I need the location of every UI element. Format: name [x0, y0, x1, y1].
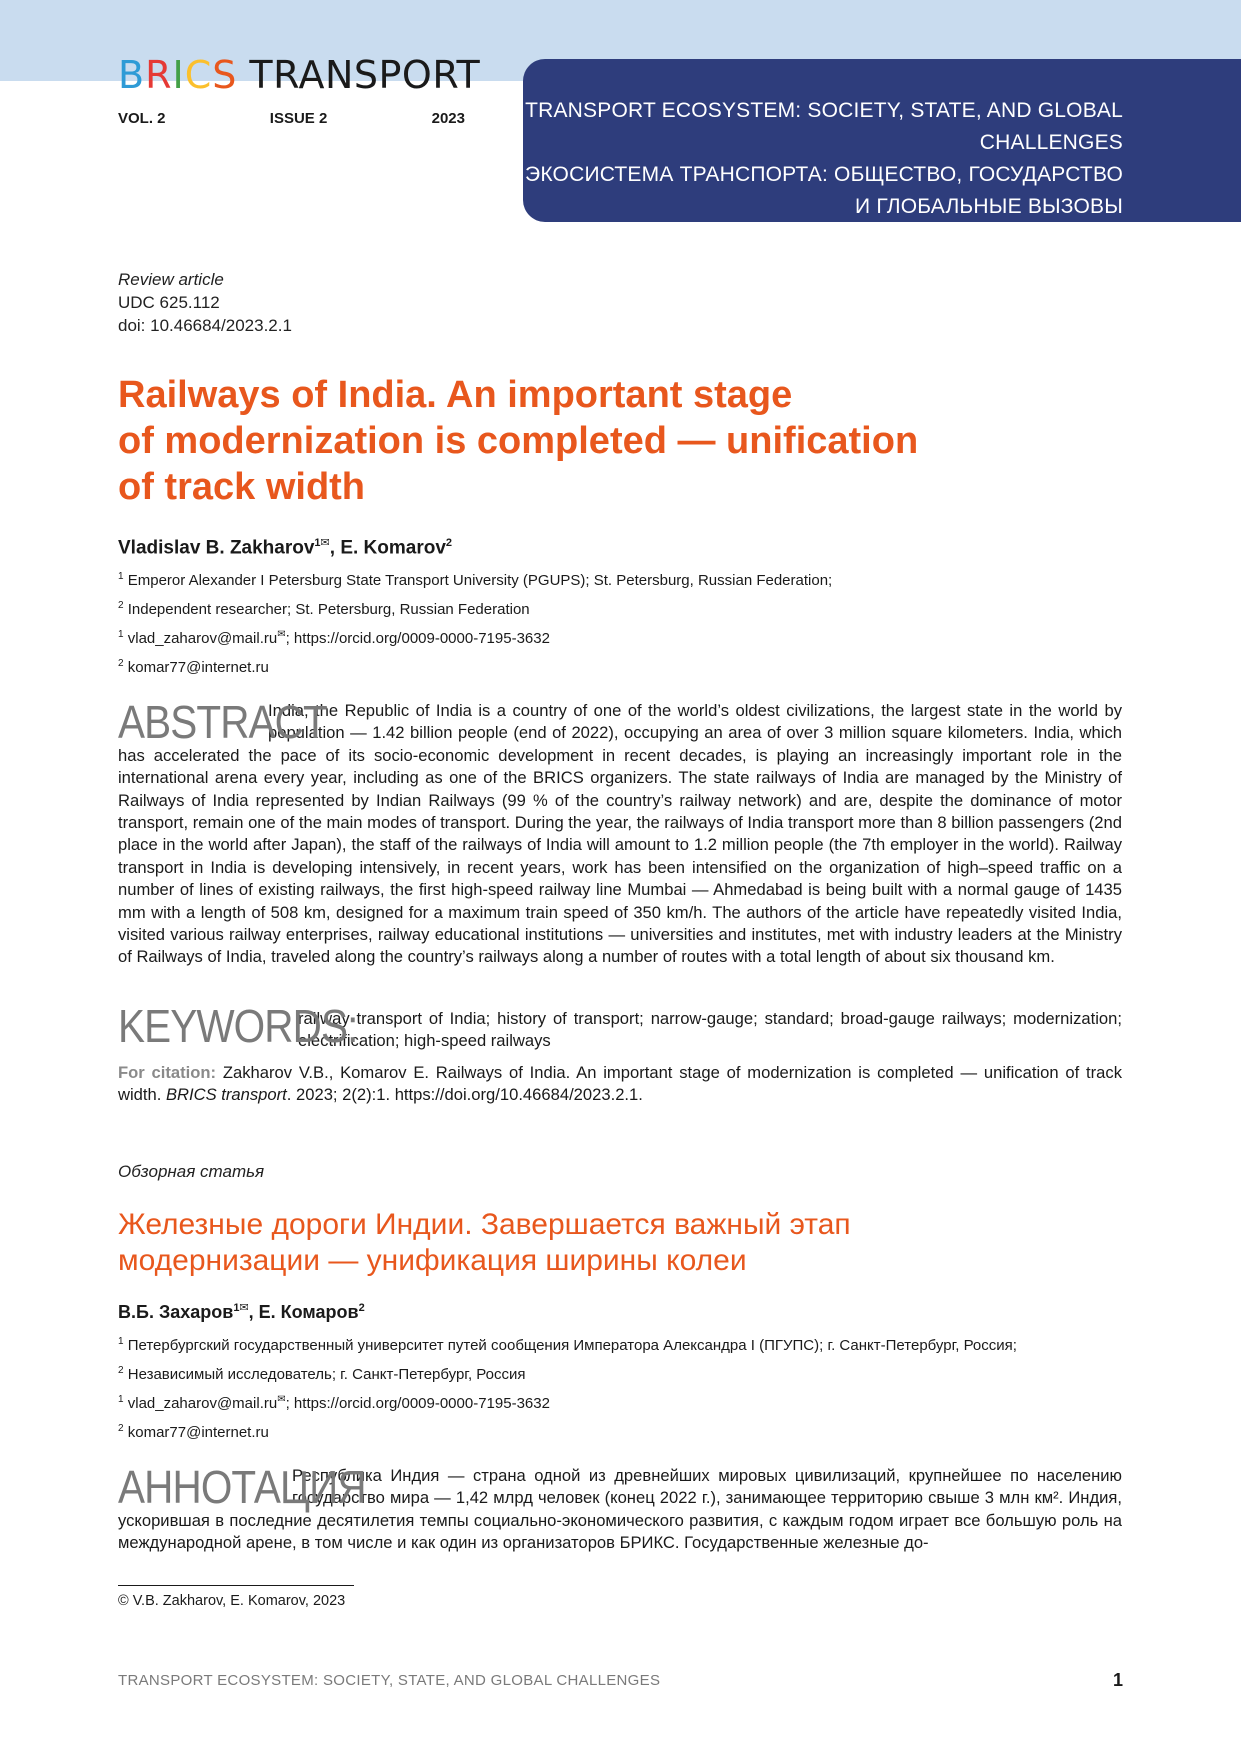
- mail-icon: ✉: [277, 1394, 286, 1405]
- affiliation: [118, 593, 1122, 622]
- title-ru-line: Железные дороги Индии. Завершается важный этап: [118, 1208, 851, 1241]
- affiliation: [118, 1387, 1122, 1416]
- abstract-label: ABSTRACT: [118, 696, 327, 748]
- aff-text: Петербургский государственный университет путей сообщения Императора Александра I (ПГУПС); г. Санкт-Петербург, Россия;: [127, 1337, 1017, 1354]
- section-header-text: [523, 95, 1123, 223]
- aff-sup: 2: [118, 1423, 124, 1434]
- aff-sup: 2: [118, 1365, 124, 1376]
- citation: [118, 1062, 1122, 1107]
- page-number: 1: [1112, 1670, 1123, 1690]
- affiliations: [118, 564, 1122, 680]
- author-name: Vladislav B. Zakharov: [118, 537, 315, 559]
- volume: VOL. 2: [118, 110, 166, 127]
- orcid-link[interactable]: ; https://orcid.org/0009-0000-7195-3632: [285, 630, 550, 647]
- aff-sup: 1: [118, 629, 124, 640]
- affiliation: [118, 1416, 1122, 1445]
- email-link[interactable]: komar77@internet.ru: [127, 659, 269, 676]
- aff-text: Emperor Alexander I Petersburg State Transport University (PGUPS); St. Petersburg, Russian Federation;: [127, 572, 833, 589]
- author-sup: 1: [314, 537, 321, 549]
- mail-icon: ✉: [277, 629, 286, 640]
- issue-number: ISSUE 2: [269, 110, 328, 127]
- issue-year: 2023: [431, 110, 465, 127]
- aff-text: Независимый исследователь; г. Санкт-Петербург, Россия: [127, 1366, 526, 1383]
- author-sup: 2: [358, 1302, 365, 1314]
- abstract: [118, 696, 1122, 969]
- affiliation: [118, 564, 1122, 593]
- authors: [118, 536, 1122, 559]
- article-title: [118, 372, 1122, 510]
- copyright: © V.B. Zakharov, E. Komarov, 2023: [118, 1593, 346, 1609]
- affiliation: [118, 622, 1122, 651]
- article-title-ru: [118, 1207, 1122, 1279]
- email-link[interactable]: komar77@internet.ru: [127, 1424, 269, 1441]
- affiliation: [118, 1358, 1122, 1387]
- footnote-rule: [118, 1585, 354, 1586]
- doi: doi: 10.46684/2023.2.1: [118, 316, 292, 335]
- mail-icon: ✉: [239, 1302, 249, 1314]
- abstract-ru-label: АННОТАЦИЯ: [118, 1461, 366, 1513]
- affiliations-ru: [118, 1329, 1122, 1445]
- title-line: of track width: [118, 466, 366, 508]
- article-meta: [118, 268, 1122, 337]
- author-sep: ,: [248, 1302, 259, 1322]
- author-name: Е. Комаров: [258, 1302, 359, 1322]
- author-name: В.Б. Захаров: [118, 1302, 234, 1322]
- section-header-ru-1: ЭКОСИСТЕМА ТРАНСПОРТА: ОБЩЕСТВО, ГОСУДАРСТВО: [525, 163, 1123, 186]
- logo-letter: R: [145, 53, 173, 97]
- author-sep: ,: [329, 537, 341, 559]
- affiliation: [118, 651, 1122, 680]
- author-name: E. Komarov: [340, 537, 446, 559]
- section-header-en: TRANSPORT ECOSYSTEM: SOCIETY, STATE, AND GLOBAL CHALLENGES: [525, 99, 1123, 154]
- abstract-ru: [118, 1461, 1122, 1555]
- logo-letter: B: [118, 53, 146, 97]
- mail-icon: ✉: [320, 537, 330, 549]
- article-type: Review article: [118, 270, 224, 289]
- aff-sup: 2: [118, 600, 124, 611]
- udc: UDC 625.112: [118, 293, 220, 312]
- footer-journal: TRANSPORT ECOSYSTEM: SOCIETY, STATE, AND GLOBAL CHALLENGES: [118, 1672, 661, 1689]
- aff-text: Independent researcher; St. Petersburg, Russian Federation: [127, 601, 530, 618]
- title-line: of modernization is completed — unification: [118, 420, 919, 462]
- logo-letter: S: [212, 53, 238, 97]
- affiliation: [118, 1329, 1122, 1358]
- title-ru-line: модернизации — унификация ширины колеи: [118, 1244, 747, 1277]
- article-type-ru: Обзорная статья: [118, 1162, 265, 1181]
- author-sup: 2: [445, 537, 453, 549]
- logo-brics: [118, 53, 237, 97]
- citation-text: Zakharov V.B., Komarov E. Railways of India. An important stage of modernization is completed — unification of track width.: [118, 1063, 1122, 1105]
- section-header-ru-2: И ГЛОБАЛЬНЫЕ ВЫЗОВЫ: [855, 195, 1123, 218]
- issue-info: [118, 110, 465, 127]
- journal-logo: [118, 53, 480, 97]
- citation-text-end[interactable]: . 2023; 2(2):1. https://doi.org/10.46684/2023.2.1.: [286, 1085, 643, 1105]
- email-link[interactable]: vlad_zaharov@mail.ru: [127, 1395, 278, 1412]
- logo-letter: C: [184, 53, 213, 97]
- abstract-text: India, the Republic of India is a country of one of the world’s oldest civilizations, the largest state in the world by population — 1.42 billion people (end of 2022), occupying an area of over 3 million square kilometers. India, which has accelerated the pace of its socio-economic development in recent decades, is playing an increasingly important role in the international arena every year, including as one of the BRICS organizers. The state railways of India are managed by the Ministry of Railways of India represented by Indian Railways (99 % of the country’s railway network) and are, despite the dominance of motor transport, remain one of the main modes of transport. During the year, the railways of India transport more than 8 billion passengers (2nd place in the world after Japan), the staff of the railways of India will amount to 1.2 million people (the 7th employer in the world). Railway transport in India is developing intensively, in recent years, work has been intensified on the organization of high–speed traffic on a number of lines of existing railways, the first high-speed railway line Mumbai — Ahmedabad is being built with a normal gauge of 1435 mm with a length of 508 km, designed for a maximum train speed of 350 km/h. The authors of the article have repeatedly visited India, visited various railway enterprises, railway educational institutions — universities and institutes, met with industry leaders at the Ministry of Railways of India, traveled along the country’s railways along a number of routes with a total length of about six thousand km.: [118, 701, 1122, 967]
- title-line: Railways of India. An important stage: [118, 374, 793, 416]
- keywords: [118, 1000, 1122, 1052]
- section-header-box: [523, 59, 1241, 222]
- abstract-ru-text: Республика Индия — страна одной из древнейших мировых цивилизаций, крупнейшее по населению государство мира — 1,42 млрд человек (конец 2022 г.), занимающее территорию свыше 3 млн км². Индия, ускорившая в последние десятилетия темпы социально-экономического развития, с каждым годом играет все большую роль на международной арене, в том числе и как один из организаторов БРИКС. Государственные железные до-: [118, 1466, 1122, 1553]
- aff-sup: 1: [118, 1394, 124, 1405]
- authors-ru: [118, 1301, 1122, 1323]
- email-link[interactable]: vlad_zaharov@mail.ru: [127, 630, 278, 647]
- citation-journal: BRICS transport: [165, 1085, 287, 1105]
- author-sup: 1: [233, 1302, 240, 1314]
- aff-sup: 1: [118, 571, 124, 582]
- keywords-label: KEYWORDS:: [118, 1000, 358, 1052]
- citation-label: For citation:: [118, 1063, 217, 1082]
- orcid-link[interactable]: ; https://orcid.org/0009-0000-7195-3632: [285, 1395, 550, 1412]
- aff-sup: 2: [118, 658, 124, 669]
- keywords-text: railway transport of India; history of transport; narrow-gauge; standard; broad-gauge railways; modernization; electrification; high-speed railways: [298, 1009, 1122, 1050]
- logo-transport: TRANSPORT: [249, 53, 481, 97]
- aff-sup: 1: [118, 1336, 124, 1347]
- logo-letter: I: [172, 53, 185, 97]
